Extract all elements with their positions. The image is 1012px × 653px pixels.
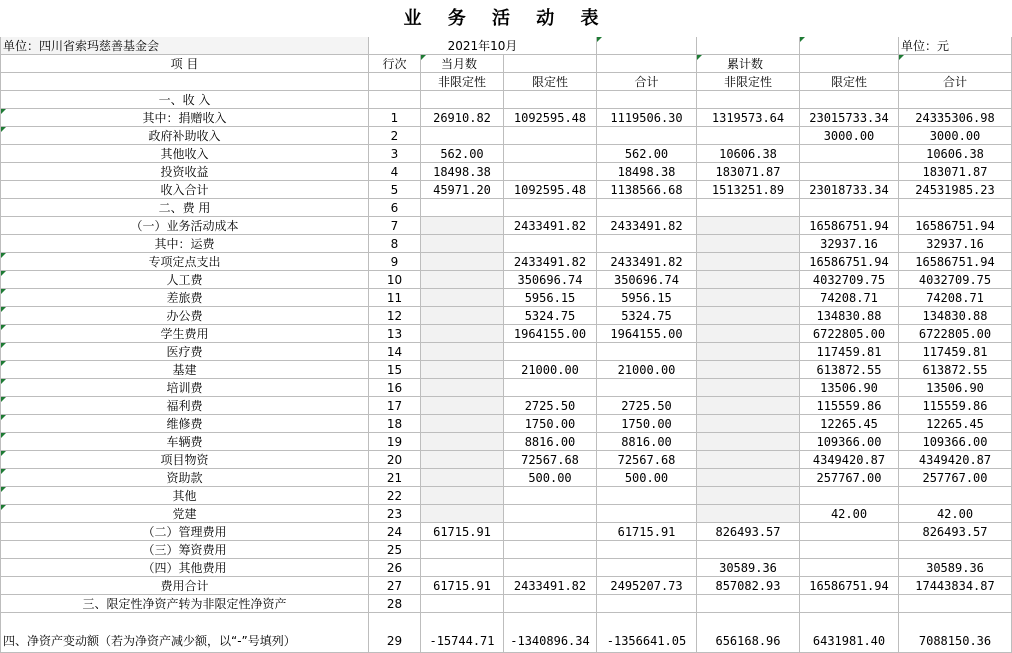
- month-restricted[interactable]: 5956.15: [504, 289, 597, 307]
- row-label[interactable]: 二、费 用: [1, 199, 369, 217]
- month-total[interactable]: 21000.00: [597, 361, 697, 379]
- row-label[interactable]: 学生费用: [1, 325, 369, 343]
- cum-restricted[interactable]: 23015733.34: [800, 109, 899, 127]
- row-label[interactable]: 一、收 入: [1, 91, 369, 109]
- cum-total[interactable]: 16586751.94: [899, 217, 1012, 235]
- cum-restricted[interactable]: 74208.71: [800, 289, 899, 307]
- table-row: [1, 613, 1012, 653]
- cum-restricted[interactable]: 134830.88: [800, 307, 899, 325]
- row-line-no[interactable]: 1: [369, 109, 421, 127]
- cum-restricted[interactable]: 4032709.75: [800, 271, 899, 289]
- month-restricted[interactable]: 8816.00: [504, 433, 597, 451]
- month-total[interactable]: 61715.91: [597, 523, 697, 541]
- row-label[interactable]: 医疗费: [1, 343, 369, 361]
- cum-restricted[interactable]: [800, 91, 899, 109]
- cum-unrestricted[interactable]: [697, 397, 800, 415]
- row-line-no[interactable]: [369, 91, 421, 109]
- cum-total[interactable]: 257767.00: [899, 469, 1012, 487]
- cum-total[interactable]: 613872.55: [899, 361, 1012, 379]
- month-restricted[interactable]: [504, 487, 597, 505]
- cum-unrestricted[interactable]: 826493.57: [697, 523, 800, 541]
- cum-total[interactable]: 115559.86: [899, 397, 1012, 415]
- row-line-no[interactable]: 9: [369, 253, 421, 271]
- header-cum-total[interactable]: 合计: [899, 73, 1012, 91]
- row-label[interactable]: 其中：捐赠收入: [1, 109, 369, 127]
- month-unrestricted[interactable]: [421, 307, 504, 325]
- cum-unrestricted[interactable]: [697, 325, 800, 343]
- month-total[interactable]: 500.00: [597, 469, 697, 487]
- row-line-no[interactable]: 26: [369, 559, 421, 577]
- month-total[interactable]: [597, 505, 697, 523]
- cum-restricted[interactable]: [800, 145, 899, 163]
- cum-total[interactable]: [899, 541, 1012, 559]
- row-label[interactable]: 党建: [1, 505, 369, 523]
- row-line-no[interactable]: 28: [369, 595, 421, 613]
- cum-restricted[interactable]: [800, 163, 899, 181]
- cum-unrestricted[interactable]: [697, 217, 800, 235]
- month-unrestricted[interactable]: [421, 469, 504, 487]
- month-total[interactable]: [597, 91, 697, 109]
- cum-restricted[interactable]: [800, 595, 899, 613]
- table-row: [1, 577, 1012, 595]
- table-row: [1, 361, 1012, 379]
- table-row: [1, 505, 1012, 523]
- month-unrestricted[interactable]: 562.00: [421, 145, 504, 163]
- cum-total[interactable]: 134830.88: [899, 307, 1012, 325]
- table-row: [1, 163, 1012, 181]
- month-unrestricted[interactable]: [421, 217, 504, 235]
- month-total[interactable]: 1138566.68: [597, 181, 697, 199]
- cum-restricted[interactable]: 16586751.94: [800, 253, 899, 271]
- month-unrestricted[interactable]: [421, 91, 504, 109]
- cum-total[interactable]: 4032709.75: [899, 271, 1012, 289]
- month-unrestricted[interactable]: [421, 433, 504, 451]
- month-unrestricted[interactable]: 61715.91: [421, 577, 504, 595]
- table-row: [1, 451, 1012, 469]
- row-label[interactable]: 人工费: [1, 271, 369, 289]
- month-total[interactable]: 72567.68: [597, 451, 697, 469]
- cum-restricted[interactable]: [800, 541, 899, 559]
- cum-unrestricted[interactable]: [697, 199, 800, 217]
- row-line-no[interactable]: 16: [369, 379, 421, 397]
- header-item[interactable]: 项 目: [1, 55, 369, 73]
- month-restricted[interactable]: 2433491.82: [504, 577, 597, 595]
- header-row-1: [1, 55, 1012, 73]
- cum-unrestricted[interactable]: 656168.96: [697, 613, 800, 653]
- table-row: [1, 307, 1012, 325]
- cum-unrestricted[interactable]: [697, 253, 800, 271]
- cum-unrestricted[interactable]: 183071.87: [697, 163, 800, 181]
- cum-total[interactable]: 16586751.94: [899, 253, 1012, 271]
- cum-total[interactable]: 826493.57: [899, 523, 1012, 541]
- month-total[interactable]: [597, 559, 697, 577]
- month-restricted[interactable]: [504, 127, 597, 145]
- table-row: [1, 595, 1012, 613]
- row-line-no[interactable]: 25: [369, 541, 421, 559]
- cum-unrestricted[interactable]: 10606.38: [697, 145, 800, 163]
- cum-unrestricted[interactable]: [697, 127, 800, 145]
- cum-total[interactable]: [899, 487, 1012, 505]
- month-restricted[interactable]: [504, 559, 597, 577]
- cum-restricted[interactable]: [800, 523, 899, 541]
- month-unrestricted[interactable]: [421, 415, 504, 433]
- row-label[interactable]: 其他收入: [1, 145, 369, 163]
- month-total[interactable]: [597, 487, 697, 505]
- cum-total[interactable]: 6722805.00: [899, 325, 1012, 343]
- month-restricted[interactable]: [504, 163, 597, 181]
- month-restricted[interactable]: 5324.75: [504, 307, 597, 325]
- cum-restricted[interactable]: 613872.55: [800, 361, 899, 379]
- row-label[interactable]: 差旅费: [1, 289, 369, 307]
- row-line-no[interactable]: 18: [369, 415, 421, 433]
- month-total[interactable]: 1119506.30: [597, 109, 697, 127]
- row-line-no[interactable]: 3: [369, 145, 421, 163]
- row-label[interactable]: （四）其他费用: [1, 559, 369, 577]
- month-total[interactable]: 2433491.82: [597, 217, 697, 235]
- row-line-no[interactable]: 19: [369, 433, 421, 451]
- header-month-total[interactable]: 合计: [597, 73, 697, 91]
- month-total[interactable]: [597, 343, 697, 361]
- header-cum-unrestricted[interactable]: 非限定性: [697, 73, 800, 91]
- header-blank[interactable]: [899, 55, 1012, 73]
- cum-restricted[interactable]: [800, 487, 899, 505]
- month-restricted[interactable]: [504, 235, 597, 253]
- row-label[interactable]: （二）管理费用: [1, 523, 369, 541]
- row-line-no[interactable]: 15: [369, 361, 421, 379]
- header-blank[interactable]: [504, 55, 597, 73]
- table-row: [1, 145, 1012, 163]
- month-total[interactable]: 2725.50: [597, 397, 697, 415]
- unit-currency-cell[interactable]: 单位：元: [899, 37, 1012, 55]
- month-restricted[interactable]: 1750.00: [504, 415, 597, 433]
- cum-total[interactable]: 7088150.36: [899, 613, 1012, 653]
- month-unrestricted[interactable]: [421, 595, 504, 613]
- header-month-restricted[interactable]: 限定性: [504, 73, 597, 91]
- row-label[interactable]: 基建: [1, 361, 369, 379]
- month-total[interactable]: -1356641.05: [597, 613, 697, 653]
- table-row: [1, 109, 1012, 127]
- row-label[interactable]: 费用合计: [1, 577, 369, 595]
- row-line-no[interactable]: 23: [369, 505, 421, 523]
- month-total[interactable]: 2495207.73: [597, 577, 697, 595]
- month-unrestricted[interactable]: [421, 271, 504, 289]
- row-line-no[interactable]: 20: [369, 451, 421, 469]
- row-label[interactable]: 四、净资产变动额（若为净资产减少额，以“-”号填列）: [1, 613, 369, 653]
- cum-restricted[interactable]: 32937.16: [800, 235, 899, 253]
- row-line-no[interactable]: 6: [369, 199, 421, 217]
- cum-total[interactable]: 109366.00: [899, 433, 1012, 451]
- table-row: [1, 433, 1012, 451]
- month-total[interactable]: [597, 595, 697, 613]
- cum-restricted[interactable]: 115559.86: [800, 397, 899, 415]
- row-line-no[interactable]: 12: [369, 307, 421, 325]
- month-total[interactable]: [597, 379, 697, 397]
- cum-total[interactable]: 4349420.87: [899, 451, 1012, 469]
- month-unrestricted[interactable]: [421, 325, 504, 343]
- month-restricted[interactable]: [504, 595, 597, 613]
- row-label[interactable]: 车辆费: [1, 433, 369, 451]
- cum-total[interactable]: [899, 199, 1012, 217]
- month-total[interactable]: 8816.00: [597, 433, 697, 451]
- month-unrestricted[interactable]: [421, 541, 504, 559]
- month-restricted[interactable]: 1092595.48: [504, 181, 597, 199]
- cum-total[interactable]: 17443834.87: [899, 577, 1012, 595]
- row-line-no[interactable]: 11: [369, 289, 421, 307]
- row-line-no[interactable]: 17: [369, 397, 421, 415]
- month-total[interactable]: 2433491.82: [597, 253, 697, 271]
- row-line-no[interactable]: 21: [369, 469, 421, 487]
- month-total[interactable]: 562.00: [597, 145, 697, 163]
- row-line-no[interactable]: 4: [369, 163, 421, 181]
- cum-total[interactable]: 32937.16: [899, 235, 1012, 253]
- row-line-no[interactable]: 5: [369, 181, 421, 199]
- cum-restricted[interactable]: 3000.00: [800, 127, 899, 145]
- month-restricted[interactable]: 72567.68: [504, 451, 597, 469]
- month-unrestricted[interactable]: [421, 397, 504, 415]
- row-label[interactable]: 福利费: [1, 397, 369, 415]
- table-row: [1, 559, 1012, 577]
- table-row: [1, 469, 1012, 487]
- header-blank[interactable]: [597, 55, 697, 73]
- month-restricted[interactable]: [504, 343, 597, 361]
- month-total[interactable]: [597, 541, 697, 559]
- cum-unrestricted[interactable]: [697, 487, 800, 505]
- month-restricted[interactable]: 21000.00: [504, 361, 597, 379]
- header-blank[interactable]: [369, 73, 421, 91]
- month-restricted[interactable]: -1340896.34: [504, 613, 597, 653]
- cum-restricted[interactable]: 4349420.87: [800, 451, 899, 469]
- month-unrestricted[interactable]: [421, 127, 504, 145]
- table-row: [1, 289, 1012, 307]
- cum-unrestricted[interactable]: [697, 361, 800, 379]
- month-unrestricted[interactable]: 26910.82: [421, 109, 504, 127]
- row-label[interactable]: 其中：运费: [1, 235, 369, 253]
- row-label[interactable]: 资助款: [1, 469, 369, 487]
- row-line-no[interactable]: 2: [369, 127, 421, 145]
- row-line-no[interactable]: 27: [369, 577, 421, 595]
- cum-total[interactable]: 117459.81: [899, 343, 1012, 361]
- unit-org-cell[interactable]: 单位：四川省索玛慈善基金会: [1, 37, 369, 55]
- cum-total[interactable]: 13506.90: [899, 379, 1012, 397]
- cum-total[interactable]: [899, 595, 1012, 613]
- table-row: [1, 487, 1012, 505]
- header-blank[interactable]: [800, 55, 899, 73]
- table-row: [1, 541, 1012, 559]
- cum-total[interactable]: 3000.00: [899, 127, 1012, 145]
- month-restricted[interactable]: 350696.74: [504, 271, 597, 289]
- header-month-group[interactable]: 当月数: [421, 55, 504, 73]
- month-unrestricted[interactable]: [421, 361, 504, 379]
- blank-cell[interactable]: [597, 37, 697, 55]
- row-line-no[interactable]: 14: [369, 343, 421, 361]
- cum-unrestricted[interactable]: [697, 433, 800, 451]
- row-label[interactable]: 投资收益: [1, 163, 369, 181]
- blank-cell[interactable]: [800, 37, 899, 55]
- row-label[interactable]: 项目物资: [1, 451, 369, 469]
- cum-restricted[interactable]: 117459.81: [800, 343, 899, 361]
- table-row: [1, 271, 1012, 289]
- cum-restricted[interactable]: 257767.00: [800, 469, 899, 487]
- month-unrestricted[interactable]: -15744.71: [421, 613, 504, 653]
- row-line-no[interactable]: 10: [369, 271, 421, 289]
- month-unrestricted[interactable]: 45971.20: [421, 181, 504, 199]
- month-total[interactable]: [597, 199, 697, 217]
- period-cell[interactable]: 2021年10月: [369, 37, 597, 55]
- month-total[interactable]: 18498.38: [597, 163, 697, 181]
- month-restricted[interactable]: [504, 199, 597, 217]
- month-unrestricted[interactable]: [421, 343, 504, 361]
- month-unrestricted[interactable]: [421, 505, 504, 523]
- row-line-no[interactable]: 7: [369, 217, 421, 235]
- month-unrestricted[interactable]: [421, 379, 504, 397]
- month-total[interactable]: 1964155.00: [597, 325, 697, 343]
- row-line-no[interactable]: 22: [369, 487, 421, 505]
- cum-restricted[interactable]: 12265.45: [800, 415, 899, 433]
- cum-restricted[interactable]: 6722805.00: [800, 325, 899, 343]
- month-total[interactable]: 350696.74: [597, 271, 697, 289]
- month-restricted[interactable]: 2433491.82: [504, 253, 597, 271]
- month-total[interactable]: [597, 235, 697, 253]
- row-label[interactable]: 收入合计: [1, 181, 369, 199]
- month-unrestricted[interactable]: [421, 199, 504, 217]
- cum-unrestricted[interactable]: [697, 505, 800, 523]
- row-label[interactable]: 培训费: [1, 379, 369, 397]
- cum-unrestricted[interactable]: [697, 451, 800, 469]
- header-row-2: [1, 73, 1012, 91]
- month-unrestricted[interactable]: [421, 451, 504, 469]
- cum-unrestricted[interactable]: [697, 91, 800, 109]
- cum-total[interactable]: 74208.71: [899, 289, 1012, 307]
- cum-total[interactable]: 42.00: [899, 505, 1012, 523]
- cum-unrestricted[interactable]: 1319573.64: [697, 109, 800, 127]
- month-restricted[interactable]: [504, 523, 597, 541]
- cum-unrestricted[interactable]: [697, 289, 800, 307]
- header-line-no[interactable]: 行次: [369, 55, 421, 73]
- month-restricted[interactable]: 2725.50: [504, 397, 597, 415]
- table-row: [1, 415, 1012, 433]
- month-restricted[interactable]: 1964155.00: [504, 325, 597, 343]
- cum-unrestricted[interactable]: [697, 343, 800, 361]
- blank-cell[interactable]: [697, 37, 800, 55]
- month-restricted[interactable]: 2433491.82: [504, 217, 597, 235]
- cum-unrestricted[interactable]: [697, 415, 800, 433]
- cum-total[interactable]: 12265.45: [899, 415, 1012, 433]
- row-label[interactable]: （一）业务活动成本: [1, 217, 369, 235]
- cum-unrestricted[interactable]: [697, 307, 800, 325]
- table-row: [1, 199, 1012, 217]
- month-unrestricted[interactable]: [421, 235, 504, 253]
- cum-unrestricted[interactable]: [697, 541, 800, 559]
- cum-restricted[interactable]: [800, 199, 899, 217]
- report-title: 业 务 活 动 表: [403, 8, 609, 29]
- month-unrestricted[interactable]: [421, 487, 504, 505]
- row-label[interactable]: （三）筹资费用: [1, 541, 369, 559]
- table-row: [1, 91, 1012, 109]
- cum-unrestricted[interactable]: 30589.36: [697, 559, 800, 577]
- row-label[interactable]: 专项定点支出: [1, 253, 369, 271]
- month-unrestricted[interactable]: 61715.91: [421, 523, 504, 541]
- cum-total[interactable]: 30589.36: [899, 559, 1012, 577]
- month-restricted[interactable]: [504, 505, 597, 523]
- cum-restricted[interactable]: 16586751.94: [800, 577, 899, 595]
- row-line-no[interactable]: 8: [369, 235, 421, 253]
- cum-restricted[interactable]: 42.00: [800, 505, 899, 523]
- row-label[interactable]: 三、限定性净资产转为非限定性净资产: [1, 595, 369, 613]
- month-restricted[interactable]: [504, 379, 597, 397]
- table-row: [1, 235, 1012, 253]
- row-line-no[interactable]: 29: [369, 613, 421, 653]
- table-row: [1, 253, 1012, 271]
- month-unrestricted[interactable]: [421, 559, 504, 577]
- cum-unrestricted[interactable]: 857082.93: [697, 577, 800, 595]
- month-restricted[interactable]: [504, 541, 597, 559]
- month-restricted[interactable]: [504, 145, 597, 163]
- month-unrestricted[interactable]: [421, 289, 504, 307]
- cum-unrestricted[interactable]: [697, 379, 800, 397]
- row-line-no[interactable]: 13: [369, 325, 421, 343]
- cum-restricted[interactable]: [800, 559, 899, 577]
- month-total[interactable]: 5324.75: [597, 307, 697, 325]
- cum-unrestricted[interactable]: [697, 235, 800, 253]
- month-restricted[interactable]: 1092595.48: [504, 109, 597, 127]
- header-month-unrestricted[interactable]: 非限定性: [421, 73, 504, 91]
- header-cum-restricted[interactable]: 限定性: [800, 73, 899, 91]
- month-unrestricted[interactable]: 18498.38: [421, 163, 504, 181]
- row-label[interactable]: 维修费: [1, 415, 369, 433]
- table-row: [1, 397, 1012, 415]
- row-label[interactable]: 其他: [1, 487, 369, 505]
- table-row: [1, 181, 1012, 199]
- table-row: [1, 325, 1012, 343]
- cum-total[interactable]: 24335306.98: [899, 109, 1012, 127]
- cum-total[interactable]: 183071.87: [899, 163, 1012, 181]
- month-total[interactable]: 5956.15: [597, 289, 697, 307]
- cum-restricted[interactable]: 16586751.94: [800, 217, 899, 235]
- row-line-no[interactable]: 24: [369, 523, 421, 541]
- header-blank[interactable]: [1, 73, 369, 91]
- table-row: [1, 127, 1012, 145]
- month-restricted[interactable]: 500.00: [504, 469, 597, 487]
- cum-unrestricted[interactable]: [697, 271, 800, 289]
- cum-total[interactable]: [899, 91, 1012, 109]
- table-row: [1, 523, 1012, 541]
- month-unrestricted[interactable]: [421, 253, 504, 271]
- cum-total[interactable]: 10606.38: [899, 145, 1012, 163]
- cum-restricted[interactable]: 109366.00: [800, 433, 899, 451]
- cum-unrestricted[interactable]: [697, 595, 800, 613]
- table-row: [1, 217, 1012, 235]
- row-label[interactable]: 办公费: [1, 307, 369, 325]
- month-total[interactable]: 1750.00: [597, 415, 697, 433]
- cum-total[interactable]: 24531985.23: [899, 181, 1012, 199]
- header-cumulative-group[interactable]: 累计数: [697, 55, 800, 73]
- month-restricted[interactable]: [504, 91, 597, 109]
- unit-row: [1, 37, 1012, 55]
- cum-restricted[interactable]: 13506.90: [800, 379, 899, 397]
- activity-statement-table: [0, 37, 1012, 653]
- row-label[interactable]: 政府补助收入: [1, 127, 369, 145]
- cum-restricted[interactable]: 23018733.34: [800, 181, 899, 199]
- table-row: [1, 379, 1012, 397]
- cum-unrestricted[interactable]: [697, 469, 800, 487]
- table-row: [1, 343, 1012, 361]
- cum-restricted[interactable]: 6431981.40: [800, 613, 899, 653]
- cum-unrestricted[interactable]: 1513251.89: [697, 181, 800, 199]
- month-total[interactable]: [597, 127, 697, 145]
